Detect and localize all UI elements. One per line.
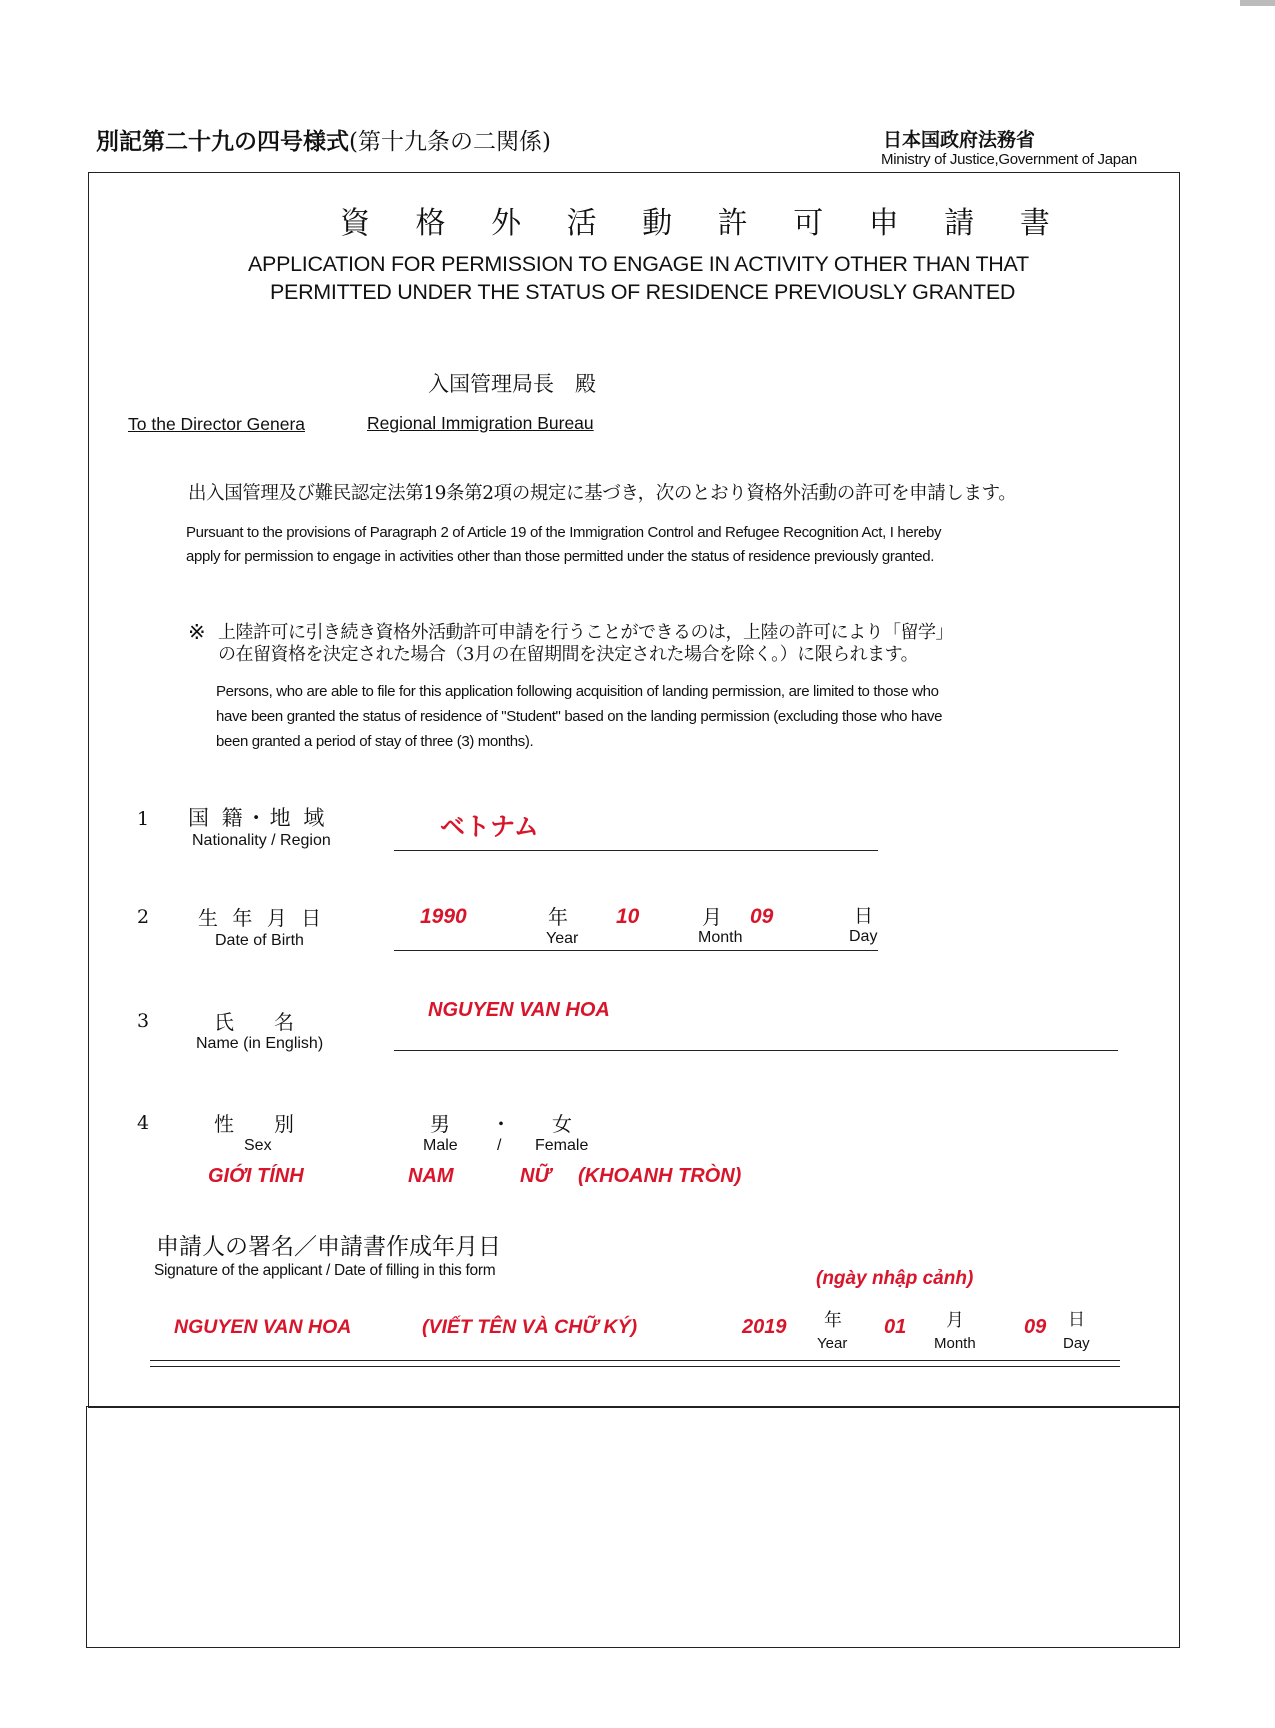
- signature-month-en: Month: [934, 1335, 976, 1352]
- sex-label-jp: 性 別: [214, 1112, 294, 1136]
- title-jp: 資 格 外 活 動 許 可 申 請 書: [340, 206, 1068, 241]
- title-en-line1: APPLICATION FOR PERMISSION TO ENGAGE IN ACTIVITY OTHER THAN THAT: [248, 252, 1029, 276]
- signature-day-jp: 日: [1068, 1310, 1085, 1330]
- dob-year-en: Year: [546, 930, 579, 947]
- name-value[interactable]: NGUYEN VAN HOA: [428, 999, 610, 1021]
- nationality-underline: [394, 850, 878, 851]
- sex-note-label: GIỚI TÍNH: [208, 1165, 304, 1187]
- form-lower-box: [86, 1406, 1180, 1648]
- signature-day-value[interactable]: 09: [1024, 1316, 1047, 1338]
- signature-year-en: Year: [817, 1335, 848, 1352]
- field-number: 3: [137, 1010, 150, 1032]
- sex-note-hint: (KHOANH TRÒN): [578, 1165, 742, 1187]
- name-underline: [394, 1050, 1118, 1051]
- nationality-label-jp: 国 籍・地 域: [188, 806, 328, 830]
- dob-month-jp: 月: [702, 905, 722, 929]
- addressee-en-left: To the Director Genera: [128, 414, 306, 434]
- signature-underline-bottom: [150, 1366, 1120, 1367]
- form-main-box: [88, 172, 1180, 1408]
- statement-en-line2: apply for permission to engage in activities other than those permitted under the status of residence previously granted.: [186, 548, 935, 565]
- note-en-line1: Persons, who are able to file for this application following acquisition of landing permission, are limited to those who: [216, 683, 939, 700]
- signature-month-value[interactable]: 01: [884, 1316, 907, 1338]
- sex-label-en: Sex: [244, 1137, 272, 1154]
- sex-female-jp[interactable]: 女: [552, 1112, 572, 1136]
- sex-note-male: NAM: [408, 1165, 454, 1187]
- sex-slash: /: [497, 1137, 502, 1154]
- title-en-line2: PERMITTED UNDER THE STATUS OF RESIDENCE PREVIOUSLY GRANTED: [270, 280, 1016, 304]
- scan-edge-mark: [1240, 0, 1275, 6]
- dob-year-value[interactable]: 1990: [420, 905, 467, 928]
- dob-day-jp: 日: [854, 905, 874, 927]
- nationality-value[interactable]: ベトナム: [440, 812, 539, 841]
- dob-day-en: Day: [849, 928, 878, 945]
- nationality-label-en: Nationality / Region: [192, 832, 331, 849]
- note-en-line2: have been granted the status of residence of "Student" based on the landing permission (excluding those who have: [216, 708, 943, 725]
- ministry-jp: 日本国政府法務省: [883, 129, 1036, 151]
- signature-year-jp: 年: [824, 1310, 842, 1331]
- signature-label-en: Signature of the applicant / Date of filling in this form: [154, 1262, 496, 1279]
- addressee-jp: 入国管理局長 殿: [428, 372, 596, 396]
- signature-underline-top: [150, 1360, 1120, 1361]
- ministry-en: Ministry of Justice,Government of Japan: [881, 151, 1137, 168]
- signature-hint: (VIẾT TÊN VÀ CHỮ KÝ): [422, 1316, 638, 1338]
- statement-jp: 出入国管理及び難民認定法第19条第2項の規定に基づき，次のとおり資格外活動の許可を申請します。: [188, 483, 1017, 504]
- addressee-en-right: Regional Immigration Bureau: [367, 413, 594, 433]
- form-ref-text: (第十九条の二関係): [349, 129, 551, 155]
- signature-date-note: (ngày nhập cảnh): [816, 1268, 974, 1289]
- sex-male-jp[interactable]: 男: [430, 1112, 450, 1136]
- sex-male-en: Male: [423, 1137, 458, 1154]
- name-label-en: Name (in English): [196, 1035, 324, 1052]
- signature-name[interactable]: NGUYEN VAN HOA: [174, 1316, 352, 1338]
- field-number: 2: [137, 906, 150, 928]
- dob-label-jp: 生 年 月 日: [198, 906, 326, 930]
- note-en-line3: been granted a period of stay of three (3) months).: [216, 733, 534, 750]
- signature-day-en: Day: [1063, 1335, 1090, 1352]
- name-label-jp: 氏 名: [214, 1010, 294, 1034]
- signature-year-value[interactable]: 2019: [742, 1316, 787, 1338]
- field-number: 4: [137, 1112, 150, 1134]
- dob-month-en: Month: [698, 929, 743, 946]
- note-mark: ※: [188, 620, 206, 644]
- signature-label-jp: 申請人の署名／申請書作成年月日: [156, 1234, 501, 1260]
- sex-dot: ・: [491, 1112, 511, 1136]
- note-jp-line2: の在留資格を決定された場合（3月の在留期間を決定された場合を除く。）に限られます。: [218, 644, 919, 665]
- dob-underline: [394, 950, 878, 951]
- note-jp-line1: 上陸許可に引き続き資格外活動許可申請を行うことができるのは，上陸の許可により「留学」: [218, 622, 953, 643]
- dob-month-value[interactable]: 10: [616, 905, 640, 928]
- signature-month-jp: 月: [946, 1310, 964, 1331]
- form-id-text: 別記第二十九の四号様式: [96, 128, 349, 155]
- form-id: [96, 123, 551, 156]
- dob-label-en: Date of Birth: [215, 932, 304, 949]
- dob-year-jp: 年: [548, 905, 568, 929]
- statement-en-line1: Pursuant to the provisions of Paragraph 2 of Article 19 of the Immigration Control and Refugee Recognition Act, I hereby: [186, 524, 942, 541]
- field-number: 1: [137, 808, 150, 830]
- dob-day-value[interactable]: 09: [750, 905, 774, 928]
- sex-note-female: NỮ: [520, 1165, 551, 1187]
- sex-female-en: Female: [535, 1137, 589, 1154]
